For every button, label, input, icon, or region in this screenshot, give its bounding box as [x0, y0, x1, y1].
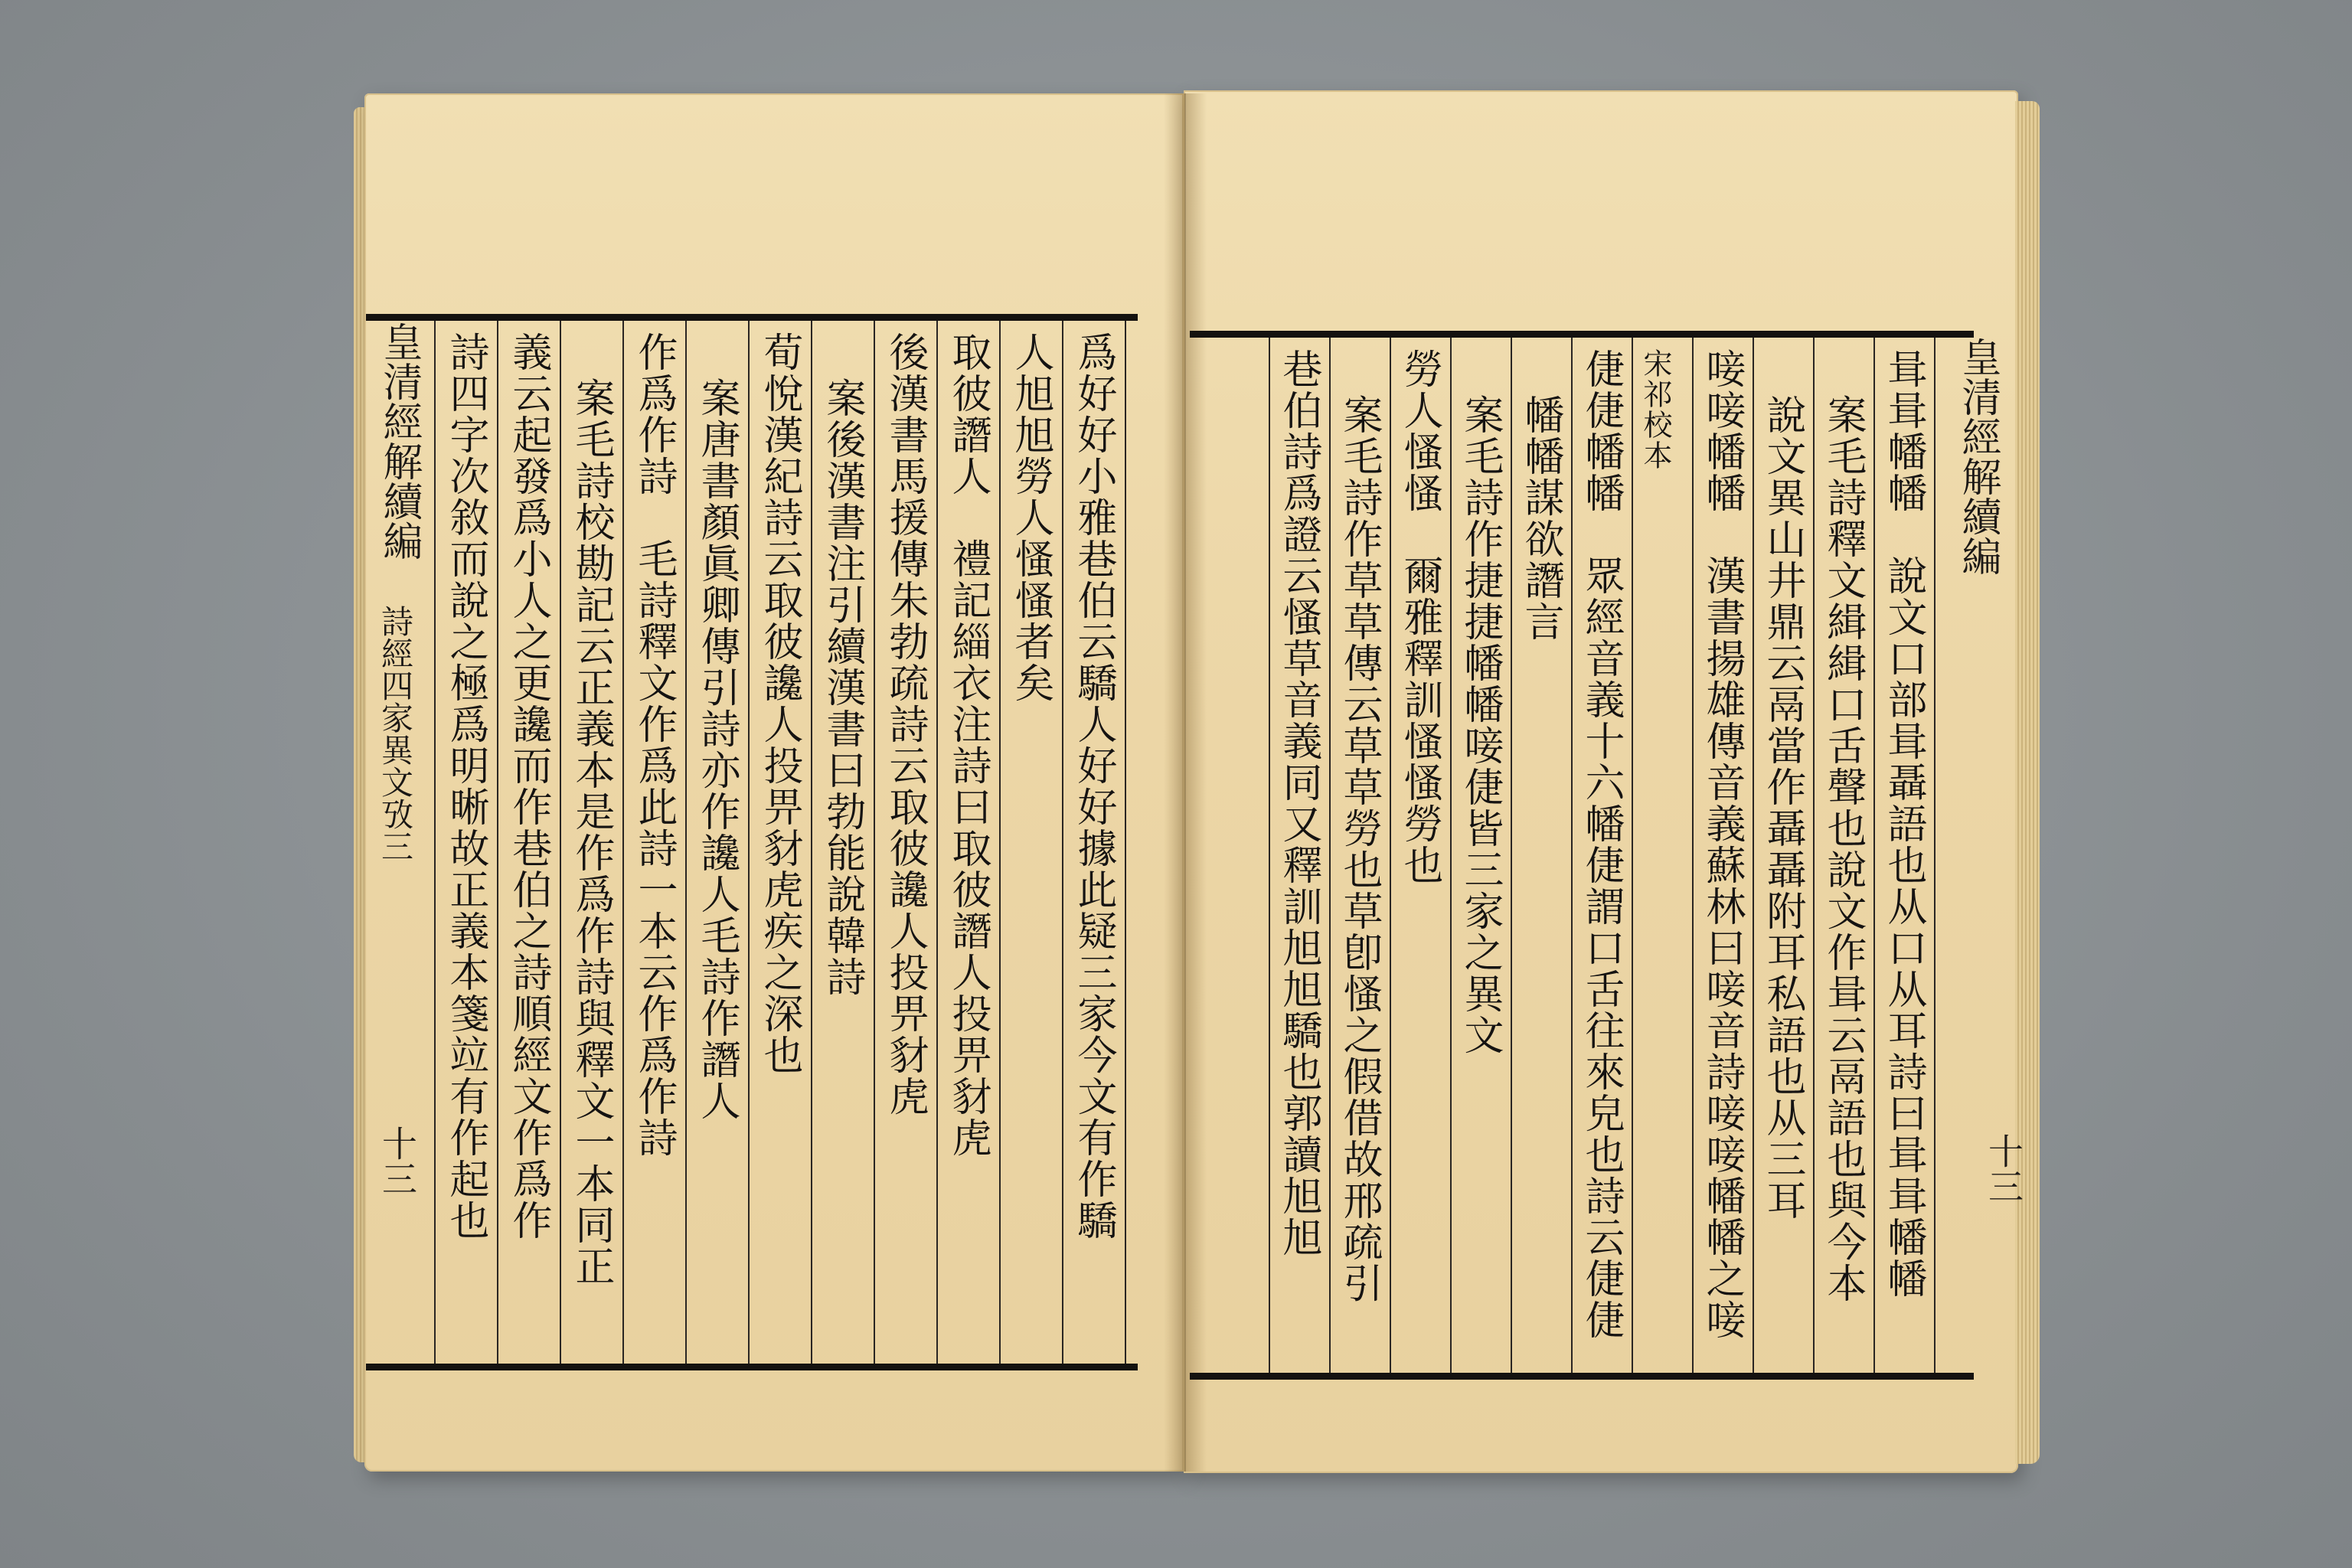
right-column-rule [1450, 338, 1452, 1373]
right-column-rule [1269, 338, 1270, 1373]
right-text-column: 宋祁校本 [1638, 348, 1672, 471]
right-text-column: 勞人慅慅 爾雅釋訓慅慅勞也 [1396, 348, 1442, 886]
left-text-column: 案後漢書注引續漢書曰勃能說韓詩 [819, 377, 865, 998]
right-text-column: 唼唼幡幡 漢書揚雄傳音義蘇林曰唼音詩唼唼幡幡之唼 [1699, 348, 1745, 1341]
right-column-rule [1934, 338, 1936, 1373]
right-column-rule [1511, 338, 1512, 1373]
right-column-rule [1329, 338, 1331, 1373]
left-text-column: 爲好好小雅巷伯云驕人好好據此疑三家今文有作驕 [1070, 332, 1116, 1241]
left-text-column: 詩四字次敘而說之極爲明晰故正義本箋竝有作起也 [443, 332, 488, 1241]
right-column-rule [1571, 338, 1573, 1373]
left-column-rule [560, 321, 561, 1364]
left-column-rule [685, 321, 687, 1364]
left-column-rule [748, 321, 750, 1364]
left-margin-title: 皇清經解續編 [376, 322, 422, 560]
right-column-rule [1692, 338, 1694, 1373]
left-text-column: 義云起發爲小人之更讒而作巷伯之詩順經文作爲作 [505, 332, 551, 1241]
right-text-column: 說文異山井鼎云鬲當作聶聶附耳私語也从三耳 [1759, 394, 1805, 1221]
left-column-rule [874, 321, 875, 1364]
book-edge-right [2015, 101, 2040, 1464]
right-text-frame [1190, 331, 1974, 1380]
right-margin-title: 皇清經解續編 [1955, 337, 2001, 576]
left-column-rule [936, 321, 938, 1364]
left-column-rule [811, 321, 812, 1364]
right-text-column: 案毛詩作草草傳云草草勞也草卽慅之假借故邢疏引 [1336, 394, 1382, 1304]
left-column-rule [1125, 321, 1126, 1364]
right-text-column: 案毛詩作捷捷幡幡唼倢皆三家之異文 [1457, 394, 1503, 1056]
left-margin-subtitle: 詩經四家異文攷三 [377, 605, 414, 862]
left-text-column: 取彼譖人 禮記緇衣注詩曰取彼譖人投畀豺虎 [945, 332, 991, 1158]
left-text-column: 作爲作詩 毛詩釋文作爲此詩一本云作爲作詩 [631, 332, 677, 1158]
right-text-column: 幡幡謀欲譖言 [1517, 394, 1563, 642]
right-text-column: 倢倢幡幡 眾經音義十六幡倢謂口舌往來皃也詩云倢倢 [1578, 348, 1624, 1341]
left-text-column: 案唐書顏眞卿傳引詩亦作讒人毛詩作譖人 [694, 377, 740, 1122]
left-text-frame [366, 314, 1138, 1370]
right-column-rule [1390, 338, 1391, 1373]
left-column-rule [622, 321, 624, 1364]
right-text-column: 巷伯詩爲證云慅草音義同又釋訓旭旭驕也郭讀旭旭 [1276, 348, 1321, 1258]
right-text-column: 案毛詩釋文緝緝口舌聲也說文作咠云鬲語也與今本 [1820, 394, 1866, 1304]
right-column-rule [1753, 338, 1754, 1373]
right-text-column: 咠咠幡幡 說文口部咠聶語也从口从耳詩曰咠咠幡幡 [1880, 348, 1926, 1299]
left-text-column: 荀悅漢紀詩云取彼讒人投畀豺虎疾之深也 [756, 332, 802, 1076]
right-column-rule [1813, 338, 1815, 1373]
right-folio: 十三 [1983, 1133, 2024, 1204]
left-column-rule [497, 321, 498, 1364]
left-text-column: 人旭旭勞人慅慅者矣 [1008, 332, 1054, 704]
left-folio: 十三 [377, 1125, 418, 1196]
left-column-rule [1062, 321, 1063, 1364]
left-column-rule [434, 321, 436, 1364]
right-column-rule [1873, 338, 1875, 1373]
left-text-column: 案毛詩校勘記云正義本是作爲作詩與釋文一本同正 [568, 377, 614, 1287]
left-column-rule [999, 321, 1001, 1364]
right-column-rule [1632, 338, 1633, 1373]
left-text-column: 後漢書馬援傳朱勃疏詩云取彼讒人投畀豺虎 [882, 332, 928, 1117]
